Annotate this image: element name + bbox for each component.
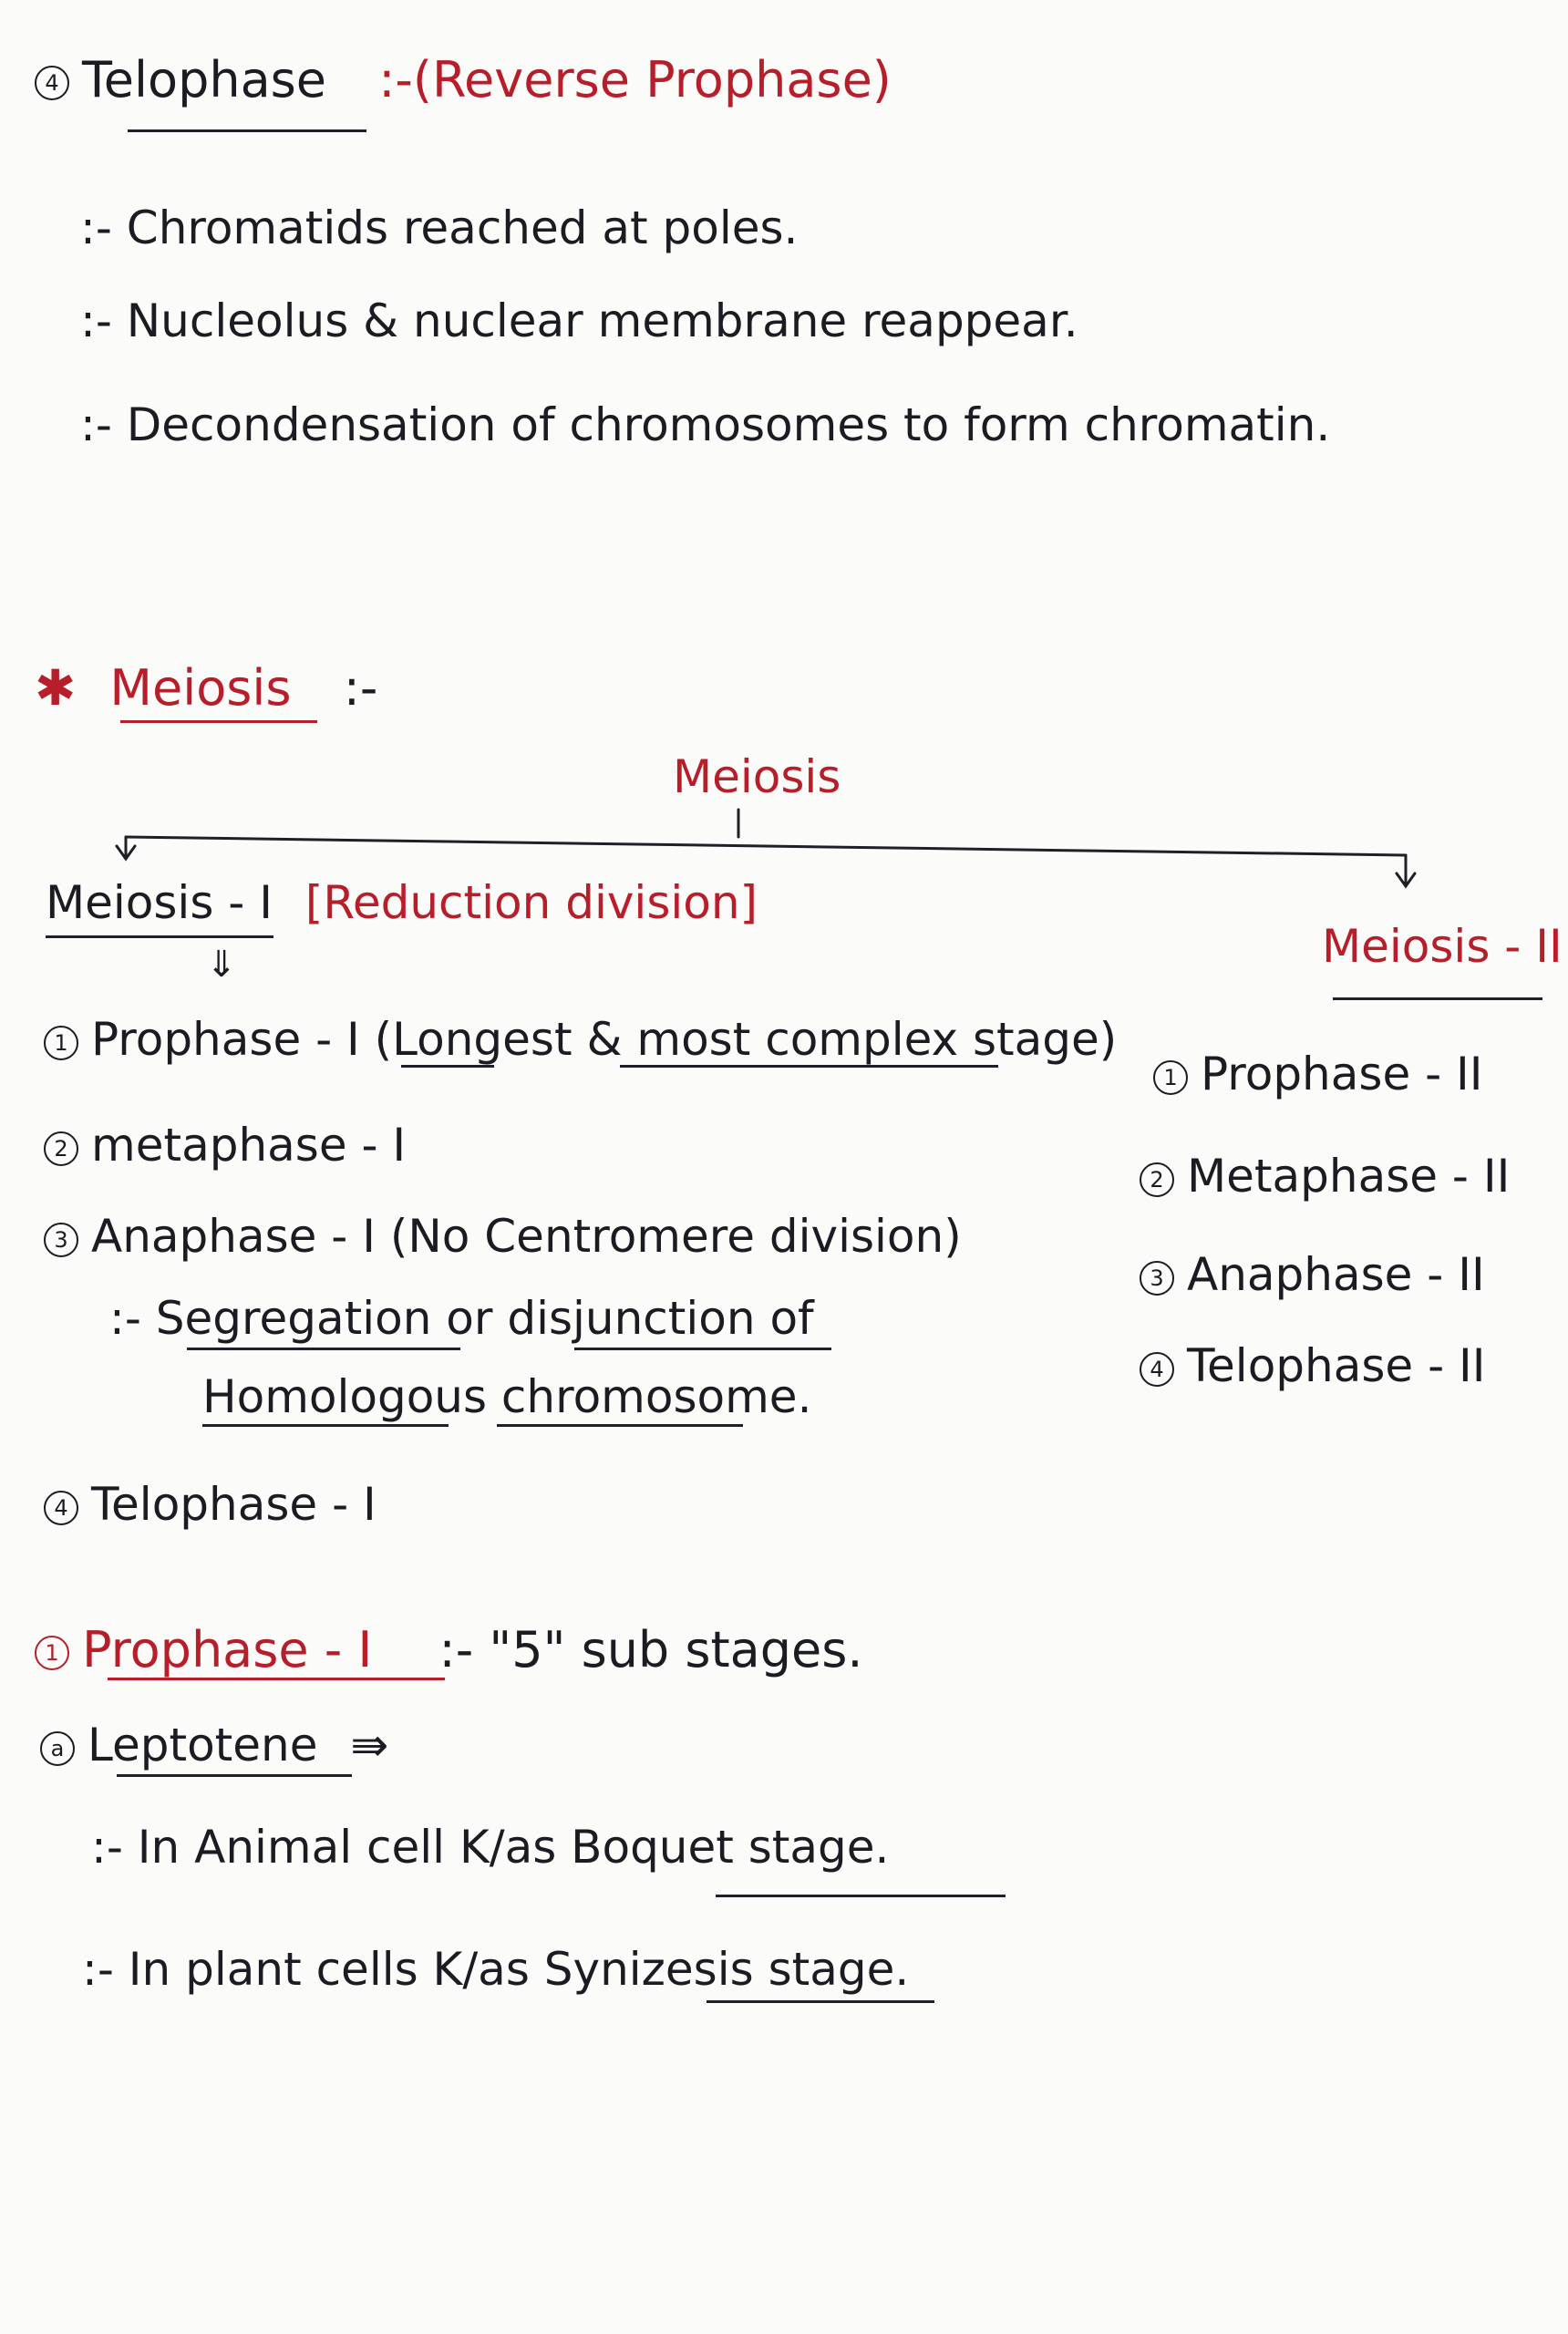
meiosis-two-stage-2 [1140,1149,1510,1203]
meiosis-one-underline [46,935,273,938]
anaphase-detail-line-1: :- Segregation or disjunction of [109,1292,814,1345]
triple-arrow-icon: ⇛ [350,1719,389,1771]
prophase-one-number: 1 [35,1636,69,1670]
telophase-title: Telophase [82,51,327,108]
down-double-arrow-icon: ⇓ [206,944,237,986]
leptotene-letter: a [40,1731,75,1766]
stage-number: 3 [44,1223,78,1257]
meiosis-two-underline [1333,997,1542,1000]
stage-number: 4 [44,1491,78,1525]
meiosis-one-stage-2 [44,1118,406,1172]
segregation-underline [187,1348,460,1350]
prophase-one-underline [108,1678,445,1680]
telophase-note: :-(Reverse Prophase) [378,51,892,108]
telophase-underline [128,129,366,132]
meiosis-heading [35,661,377,716]
chromosome-underline [497,1424,743,1427]
stage-number: 2 [44,1131,78,1166]
meiosis-one-stage-3 [44,1209,962,1264]
leptotene-title: Leptotene [88,1719,318,1771]
stage-number: 1 [1153,1060,1188,1095]
complex-stage-underline [620,1065,998,1068]
synizesis-underline [707,2000,934,2003]
boquet-stage-underline [716,1895,1006,1897]
homologous-underline [202,1424,449,1427]
stage-text: Anaphase - II [1187,1248,1485,1301]
meiosis-heading-text: Meiosis [109,659,292,717]
prophase-one-note: :- "5" sub stages. [438,1621,863,1678]
diagram-root-label: Meiosis [673,750,841,803]
stage-number: 3 [1140,1261,1174,1296]
leptotene-point-2: :- In plant cells K/as Synizesis stage. [82,1943,910,1996]
prophase-one-heading [35,1623,863,1678]
stage-number: 1 [44,1026,78,1060]
anaphase-detail-line-2: Homologous chromosome. [202,1370,812,1423]
leptotene-heading [40,1718,388,1772]
meiosis-two-stage-3 [1140,1247,1485,1302]
stage-text: Telophase - II [1187,1339,1486,1392]
stage-text: Anaphase - I (No Centromere division) [91,1210,962,1263]
meiosis-one-telophase [44,1477,377,1532]
telophase-number: 4 [35,66,69,100]
stage-number: 2 [1140,1162,1174,1197]
meiosis-two-stage-1 [1153,1047,1483,1101]
telophase-heading [35,53,892,108]
longest-underline [401,1065,494,1068]
leptotene-point-1: :- In Animal cell K/as Boquet stage. [91,1821,890,1874]
star-icon: ✱ [35,659,77,717]
stage-number: 4 [1140,1352,1174,1387]
stage-text: Prophase - I (Longest & most complex stage) [91,1013,1118,1066]
meiosis-two-stage-4 [1140,1338,1486,1393]
meiosis-one-title [46,875,758,930]
stage-text: Prophase - II [1201,1048,1483,1100]
meiosis-one-title-text: Meiosis - I [46,876,273,929]
stage-text: Telophase - I [91,1478,377,1531]
meiosis-heading-suffix: :- [343,659,378,717]
meiosis-two-title: Meiosis - II [1322,920,1563,973]
telophase-point-3: :- Decondensation of chromosomes to form chromatin. [80,398,1331,451]
branch-horizontal-line [126,837,1406,855]
stage-text: Metaphase - II [1187,1150,1511,1203]
leptotene-underline [117,1774,352,1777]
meiosis-heading-underline [120,720,317,723]
stage-text: metaphase - I [91,1119,407,1172]
telophase-point-2: :- Nucleolus & nuclear membrane reappear. [80,294,1078,347]
meiosis-one-note: [Reduction division] [304,876,758,929]
telophase-point-1: :- Chromatids reached at poles. [80,201,799,254]
meiosis-one-stage-1 [44,1012,1117,1067]
prophase-one-title: Prophase - I [82,1621,373,1678]
disjunction-underline [574,1348,831,1350]
